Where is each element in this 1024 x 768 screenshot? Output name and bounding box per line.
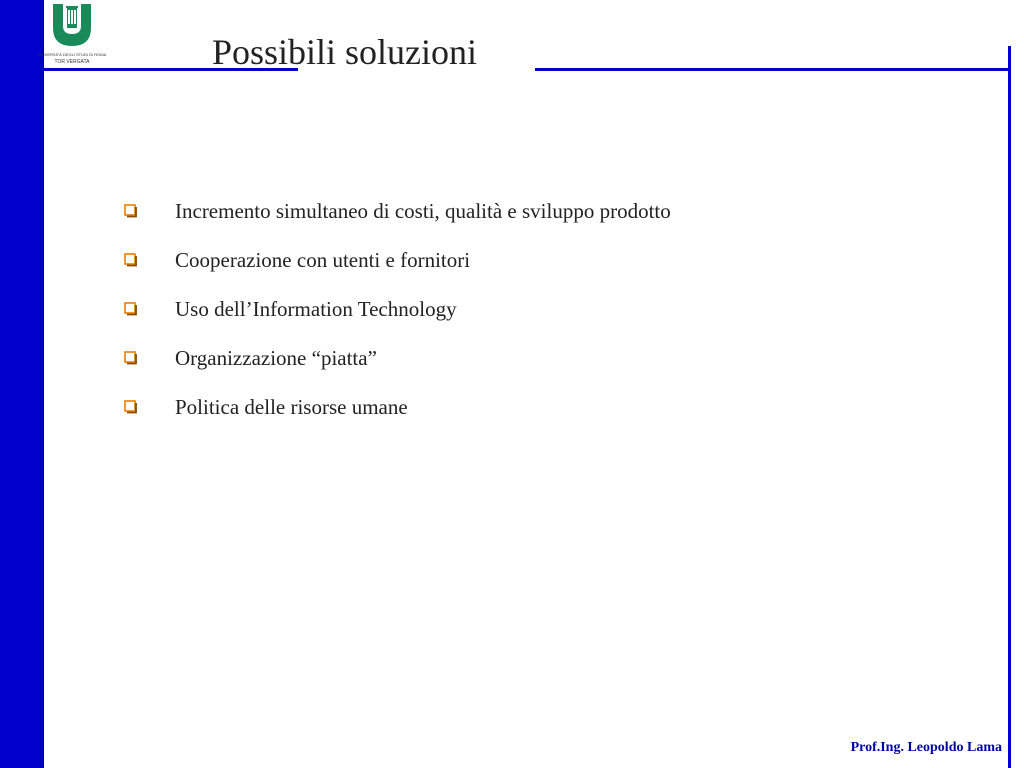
bullet-text: Incremento simultaneo di costi, qualità e sviluppo prodotto (175, 198, 671, 223)
university-logo-icon (37, 2, 107, 66)
hollow-square-bullet-icon (124, 204, 138, 218)
bullet-item (124, 382, 671, 431)
bullet-text: Uso dell’Information Technology (175, 296, 457, 321)
hollow-square-bullet-icon (124, 351, 138, 365)
logo-text-line1: UNIVERSITÀ DEGLI STUDI DI ROMA (37, 52, 107, 57)
bullet-item (124, 186, 671, 235)
right-vertical-rule (1008, 46, 1011, 768)
hollow-square-bullet-icon (124, 302, 138, 316)
bullet-text: Politica delle risorse umane (175, 394, 408, 419)
left-accent-bar-edge (43, 0, 44, 768)
bullet-list (124, 186, 671, 431)
bullet-text: Organizzazione “piatta” (175, 345, 377, 370)
bullet-item (124, 284, 671, 333)
bullet-item (124, 235, 671, 284)
bullet-text: Cooperazione con utenti e fornitori (175, 247, 471, 272)
logo-text-line2: TOR VERGATA (54, 59, 90, 65)
bullet-item (124, 333, 671, 382)
footer-author: Prof.Ing. Leopoldo Lama (850, 740, 1002, 755)
hollow-square-bullet-icon (124, 253, 138, 267)
hollow-square-bullet-icon (124, 400, 138, 414)
slide-title: Possibili soluzioni (212, 32, 478, 72)
left-accent-bar (0, 0, 43, 768)
title-rule-right (535, 68, 1011, 71)
